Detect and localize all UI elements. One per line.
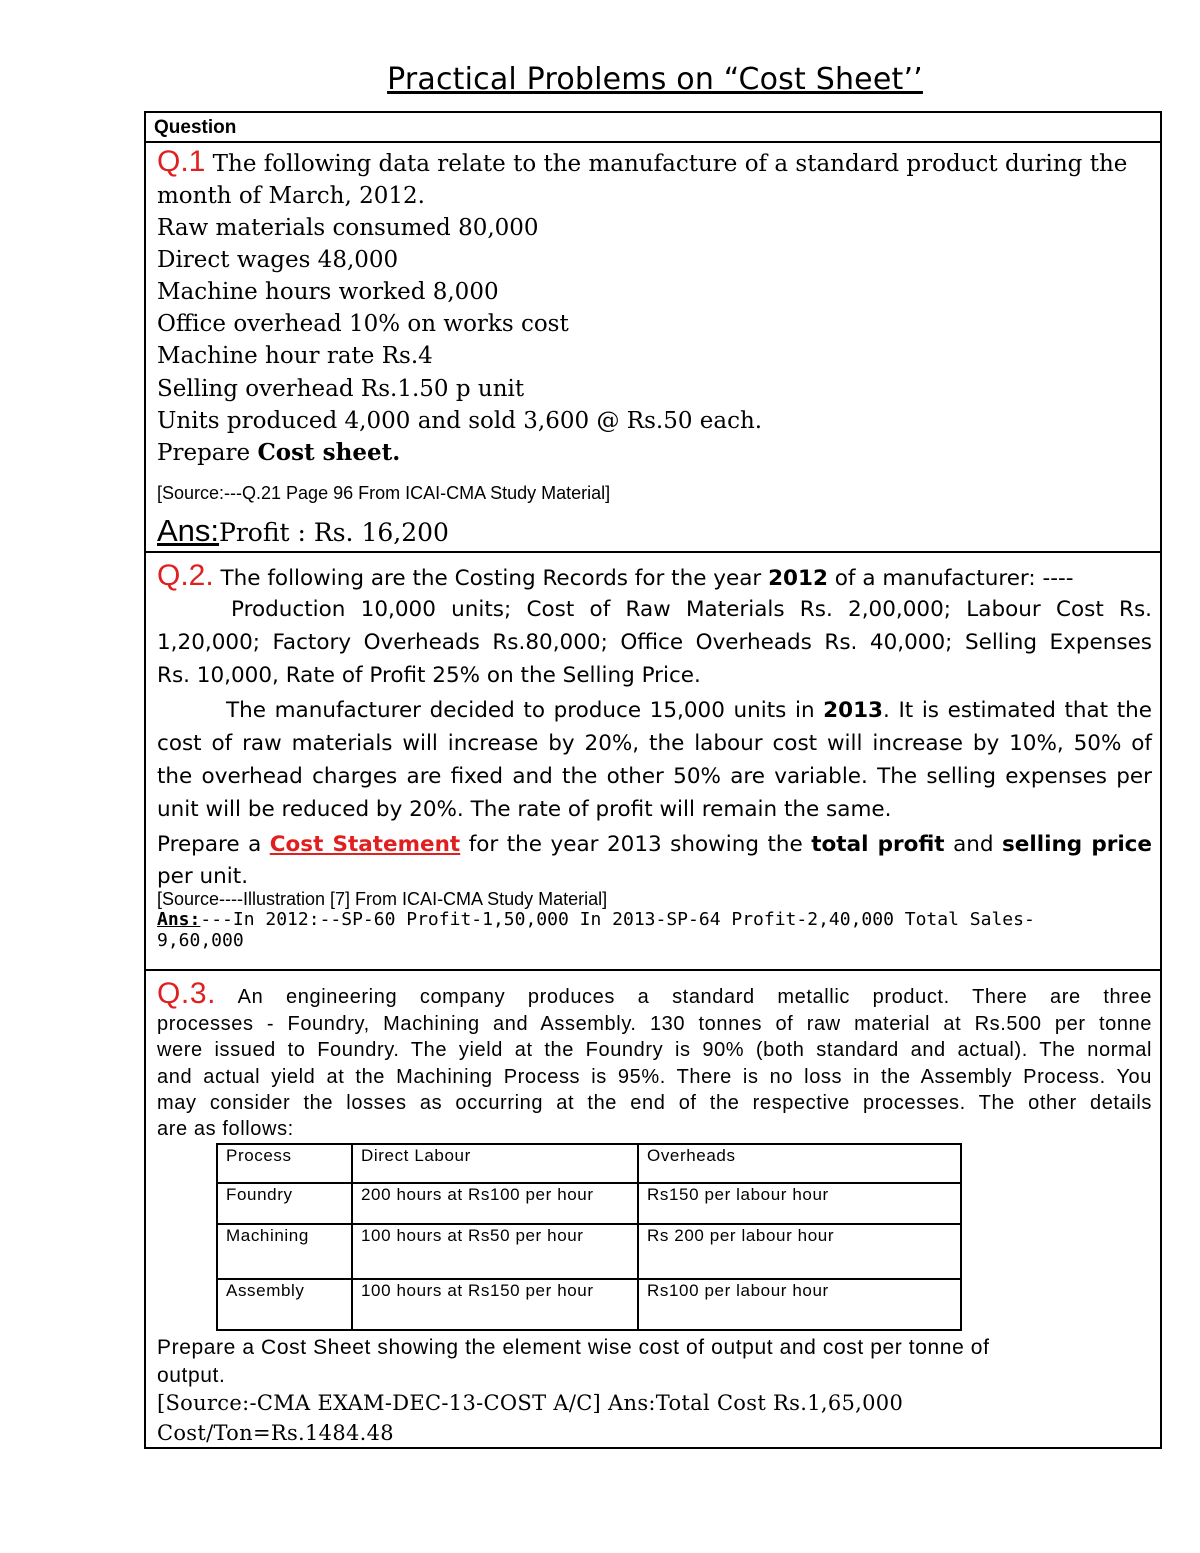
question-2-block xyxy=(146,553,1160,971)
question-3-block xyxy=(146,971,1160,1447)
q2-prepare-line2: per unit. xyxy=(157,864,249,889)
q2-number: Q.2. xyxy=(157,559,214,592)
q1-item: Units produced 4,000 and sold 3,600 @ Rs.50 each. xyxy=(157,408,763,434)
table-header-cell: Overheads xyxy=(638,1144,961,1183)
table-header-cell: Direct Labour xyxy=(352,1144,638,1183)
table-cell: Assembly xyxy=(217,1279,352,1330)
q3-line3: were issued to Foundry. The yield at the Foundry is 90% (both standard and actual). The normal xyxy=(157,1039,1152,1061)
q1-intro-line2: month of March, 2012. xyxy=(157,183,425,209)
q3-line6: are as follows: xyxy=(157,1118,294,1140)
q1-answer-value: Profit : Rs. 16,200 xyxy=(219,518,449,547)
q2-source: [Source----Illustration [7] From ICAI-CMA Study Material] xyxy=(157,889,608,909)
q1-prepare: Prepare Cost sheet. xyxy=(157,439,401,466)
q3-line4: and actual yield at the Machining Process is 95%. There is no loss in the Assembly Process. You xyxy=(157,1066,1152,1088)
process-table xyxy=(216,1143,962,1331)
question-header: Question xyxy=(146,113,1160,143)
table-cell: 200 hours at Rs100 per hour xyxy=(352,1183,638,1224)
q2-para2-line2: cost of raw materials will increase by 20%, the labour cost will increase by 10%, 50% of xyxy=(157,731,1152,756)
q3-number: Q.3. xyxy=(157,977,217,1010)
table-cell: Rs150 per labour hour xyxy=(638,1183,961,1224)
table-cell: Rs100 per labour hour xyxy=(638,1279,961,1330)
q2-prepare-line1: Prepare a Cost Statement for the year 2013 showing the total profit and selling price xyxy=(157,832,1153,857)
q2-para1-line1: Production 10,000 units; Cost of Raw Materials Rs. 2,00,000; Labour Cost Rs. xyxy=(231,597,1152,622)
q1-item: Raw materials consumed 80,000 xyxy=(157,215,539,241)
table-row xyxy=(217,1279,961,1330)
q3-source-line2: Cost/Ton=Rs.1484.48 xyxy=(157,1421,394,1445)
q2-intro: Q.2. The following are the Costing Records for the year 2012 of a manufacturer: ---- xyxy=(157,559,1074,592)
q2-cost-statement-highlight: Cost Statement xyxy=(269,832,461,857)
q3-line2: processes - Foundry, Machining and Assembly. 130 tonnes of raw material at Rs.500 per tonne xyxy=(157,1013,1152,1035)
q1-source: [Source:---Q.21 Page 96 From ICAI-CMA Study Material] xyxy=(157,483,611,503)
table-header-cell: Process xyxy=(217,1144,352,1183)
table-header-row xyxy=(217,1144,961,1183)
q3-prepare-line2: output. xyxy=(157,1364,226,1387)
questions-frame xyxy=(144,111,1162,1449)
q2-para1-line3: Rs. 10,000, Rate of Profit 25% on the Selling Price. xyxy=(157,663,701,688)
q1-intro-line1: Q.1 The following data relate to the manufacture of a standard product during the xyxy=(157,145,1128,178)
q2-answer-line2: 9,60,000 xyxy=(157,930,244,951)
q1-item: Machine hour rate Rs.4 xyxy=(157,343,433,369)
q2-para2-line4: unit will be reduced by 20%. The rate of profit will remain the same. xyxy=(157,797,892,822)
q3-line1: Q.3. An engineering company produces a standard metallic product. There are three xyxy=(157,977,1152,1010)
q1-answer-label: Ans: xyxy=(157,513,220,548)
q3-line5: may consider the losses as occurring at the end of the respective processes. The other details xyxy=(157,1092,1152,1114)
table-row xyxy=(217,1224,961,1279)
table-cell: 100 hours at Rs150 per hour xyxy=(352,1279,638,1330)
q2-para1-line2: 1,20,000; Factory Overheads Rs.80,000; Office Overheads Rs. 40,000; Selling Expenses xyxy=(157,630,1152,655)
table-cell: Rs 200 per labour hour xyxy=(638,1224,961,1279)
q2-para2-line1: The manufacturer decided to produce 15,000 units in 2013. It is estimated that the xyxy=(226,698,1152,723)
q1-answer xyxy=(157,513,449,549)
page-title: Practical Problems on “Cost Sheet’’ xyxy=(387,62,923,97)
q1-item: Machine hours worked 8,000 xyxy=(157,279,499,305)
q1-item: Office overhead 10% on works cost xyxy=(157,311,569,337)
q3-prepare-line1: Prepare a Cost Sheet showing the element wise cost of output and cost per tonne of xyxy=(157,1336,990,1359)
q1-number: Q.1 xyxy=(157,145,206,178)
q1-item: Selling overhead Rs.1.50 p unit xyxy=(157,376,525,402)
q3-source-line1: [Source:-CMA EXAM-DEC-13-COST A/C] Ans:Total Cost Rs.1,65,000 xyxy=(157,1391,904,1415)
q2-answer-label: Ans: xyxy=(157,909,201,930)
table-cell: 100 hours at Rs50 per hour xyxy=(352,1224,638,1279)
table-cell: Machining xyxy=(217,1224,352,1279)
question-1-block xyxy=(146,143,1160,553)
q1-item: Direct wages 48,000 xyxy=(157,247,399,273)
table-row xyxy=(217,1183,961,1224)
q2-answer-line1: Ans:---In 2012:--SP-60 Profit-1,50,000 In 2013-SP-64 Profit-2,40,000 Total Sales- xyxy=(157,909,1035,930)
table-cell: Foundry xyxy=(217,1183,352,1224)
q2-para2-line3: the overhead charges are fixed and the other 50% are variable. The selling expenses per xyxy=(157,764,1152,789)
